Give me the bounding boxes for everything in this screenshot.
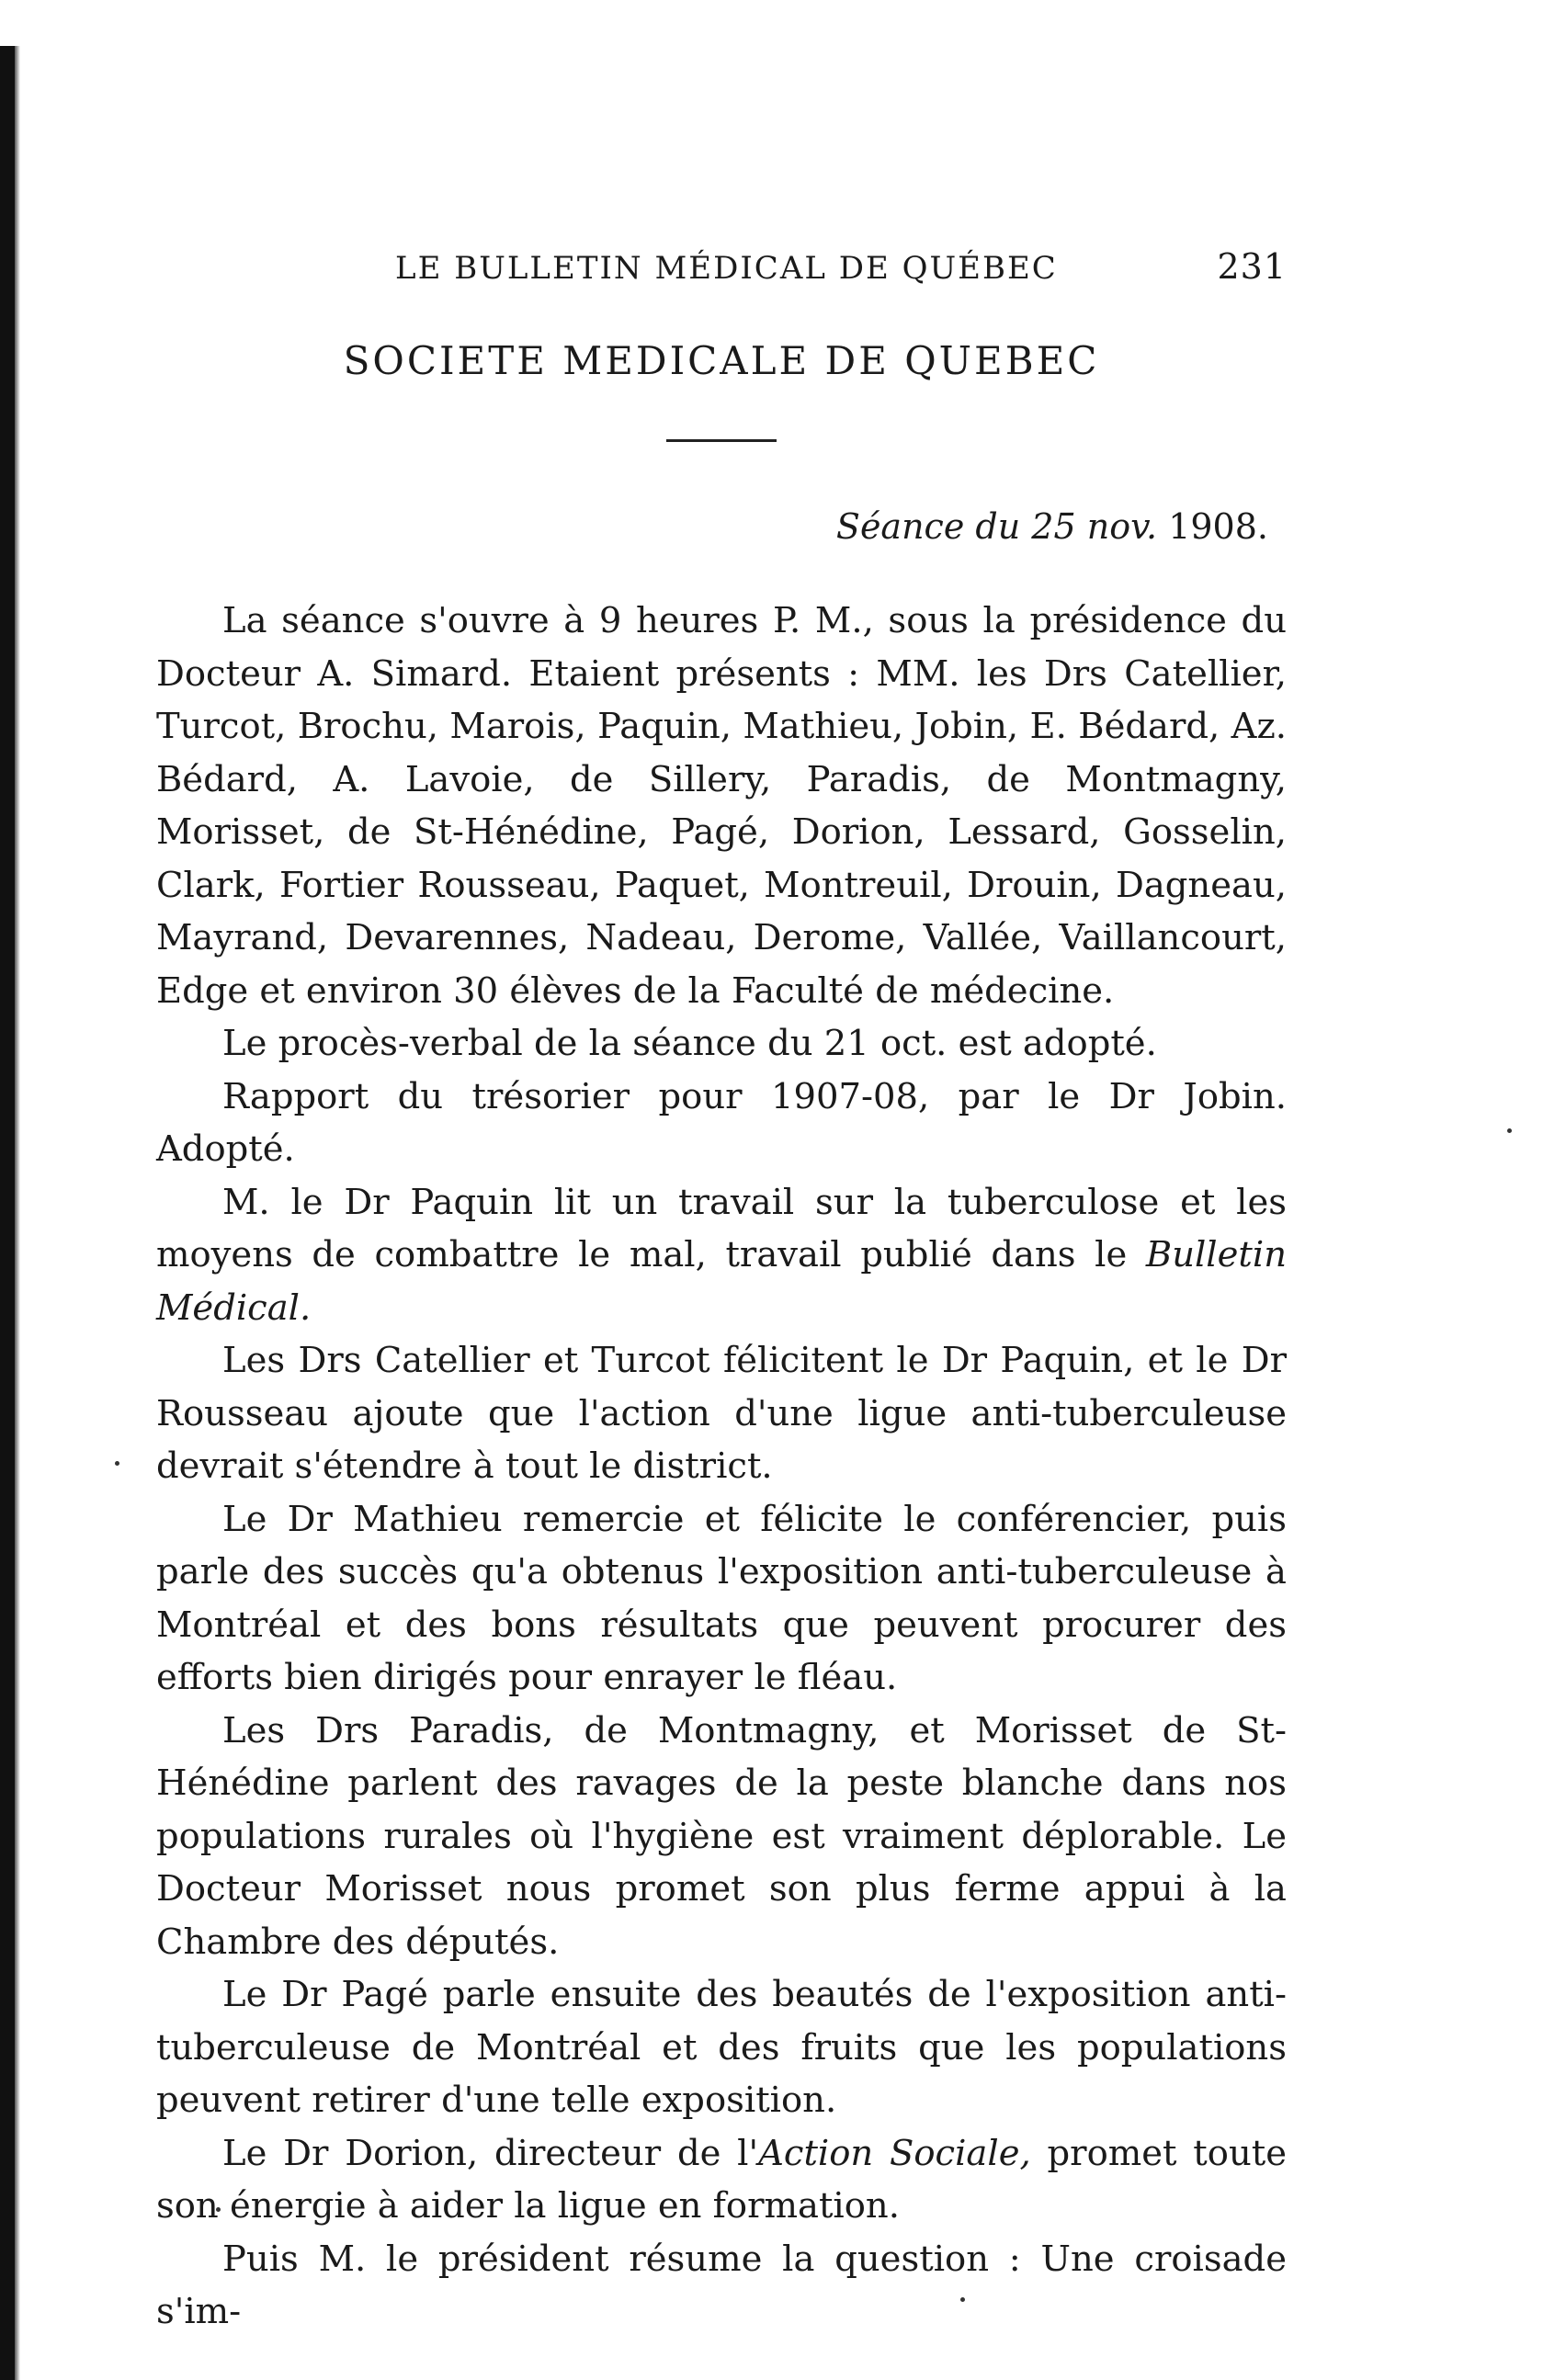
running-head <box>156 246 1287 301</box>
paragraph-minutes: Le procès-verbal de la séance du 21 oct. est adopté. <box>222 1023 1157 1064</box>
paragraph-treasurer: Rapport du trésorier pour 1907-08, par le Dr Jobin. Adopté. <box>156 1075 1287 1170</box>
paragraph-mathieu: Le Dr Mathieu remercie et félicite le conférencier, puis parle des succès qu'a obtenus l'exposition anti-tuberculeuse à Montréal et des bons résultats que peuvent procurer des efforts bien dirigés pour enrayer le fléau. <box>156 1498 1287 1698</box>
paragraph-paquin-text: M. le Dr Paquin lit un travail sur la tuberculose et les moyens de combattre le mal, travail publié dans le <box>156 1181 1287 1275</box>
paragraph-paradis-morisset: Les Drs Paradis, de Montmagny, et Morisset de St-Hénédine parlent des ravages de la peste blanche dans nos populations rurales où l'hygiène est vraiment déplorable. Le Docteur Morisset nous promet son plus ferme appui à la Chambre des députés. <box>156 1709 1287 1963</box>
scan-speck <box>1507 1128 1512 1133</box>
dateline-label: Séance du 25 nov. <box>835 506 1158 547</box>
body-text <box>156 595 1287 2339</box>
scan-speck <box>115 1461 119 1466</box>
section-title: SOCIETE MEDICALE DE QUEBEC <box>343 338 1100 383</box>
paragraph-catellier-turcot: Les Drs Catellier et Turcot félicitent le Dr Paquin, et le Dr Rousseau ajoute que l'action d'une ligue anti-tuberculeuse devrait s'étendre à tout le district. <box>156 1340 1287 1487</box>
paragraph-attendance: La séance s'ouvre à 9 heures P. M., sous la présidence du Docteur A. Simard. Etaient présents : MM. les Drs Catellier, Turcot, Brochu, Marois, Paquin, Mathieu, Jobin, E. Bédard, Az. Bédard, A. Lavoie, de Sillery, Paradis, de Montmagny, Morisset, de St-Hénédine, Pagé, Dorion, Lessard, Gosselin, Clark, Fortier Rousseau, Paquet, Montreuil, Drouin, Dagneau, Mayrand, Devarennes, Nadeau, Derome, Vallée, Vaillancourt, Edge et environ 30 élèves de la Faculté de médecine. <box>156 600 1287 1012</box>
binding-edge <box>0 46 15 2380</box>
bulletin-medical-title: Bulletin Médical. <box>156 1234 1287 1329</box>
paragraph-page: Le Dr Pagé parle ensuite des beautés de l'exposition anti-tuberculeuse de Montréal et des fruits que les populations peuvent retirer d'une telle exposition. <box>156 1974 1287 2121</box>
paragraph-president: Puis M. le président résume la question : Une croisade s'im- <box>156 2238 1287 2332</box>
dateline <box>156 506 1287 558</box>
page-number: 231 <box>1217 246 1287 287</box>
paragraph-dorion-rest: promet toute son énergie à aider la ligue en formation. <box>156 2132 1288 2227</box>
paragraph-paquin <box>156 1176 1287 1335</box>
action-sociale-title: Action Sociale, <box>758 2132 1031 2174</box>
title-rule <box>666 439 777 442</box>
running-head-title: LE BULLETIN MÉDICAL DE QUÉBEC <box>395 250 1058 287</box>
paragraph-dorion <box>156 2127 1287 2233</box>
paragraph-dorion-text: Le Dr Dorion, directeur de l' <box>222 2132 759 2174</box>
document-page <box>156 246 1287 2339</box>
dateline-year: 1908. <box>1168 506 1268 547</box>
